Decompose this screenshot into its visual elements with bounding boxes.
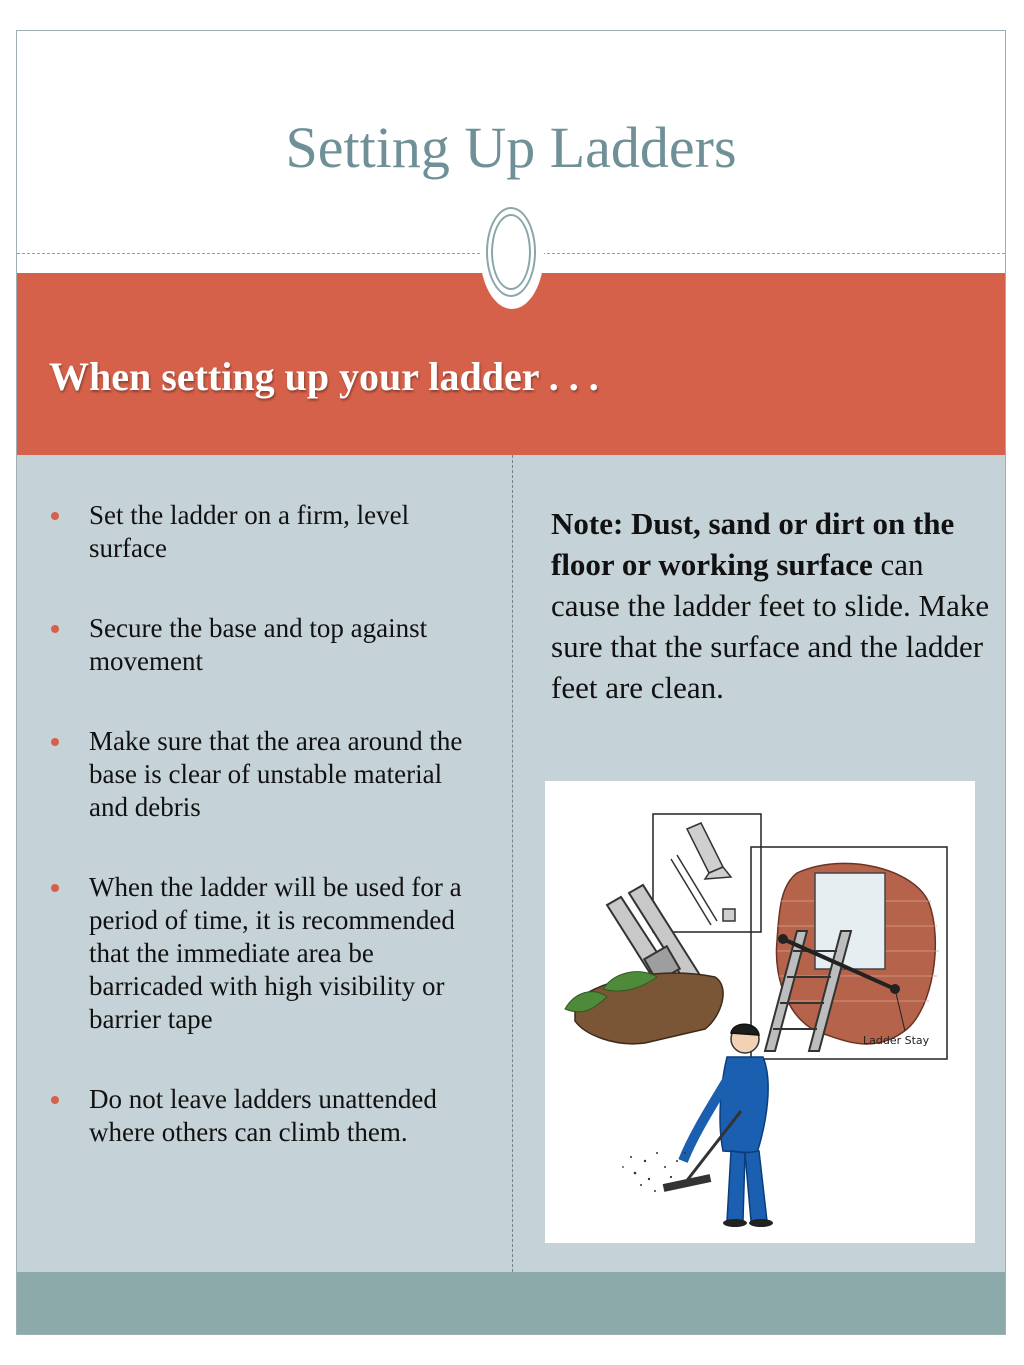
slide-title: Setting Up Ladders: [285, 115, 737, 180]
column-divider: [512, 455, 513, 1272]
oval-ornament: [480, 197, 544, 309]
bullet-item: Make sure that the area around the base is clear of unstable material and debris: [47, 725, 467, 824]
bullet-item: When the ladder will be used for a period of time, it is recommended that the immediate area be barricaded with high visibility or barrier tape: [47, 871, 467, 1036]
bullet-list: [47, 499, 467, 1149]
note-rest: can cause the ladder feet to slide. Make sure that the surface and the ladder feet are clean.: [551, 547, 990, 705]
content-area: [17, 455, 1005, 1272]
bullet-item: Secure the base and top against movement: [47, 612, 467, 678]
note-text: [551, 503, 991, 708]
ladder-stay-label: Ladder Stay: [863, 1034, 930, 1047]
footer-bar: [17, 1272, 1005, 1335]
note-bold: Note: Dust, sand or dirt on the floor or working surface: [551, 506, 955, 582]
slide: [16, 30, 1006, 1335]
ladder-safety-illustration: [545, 781, 975, 1243]
bullet-item: Do not leave ladders unattended where others can climb them.: [47, 1083, 467, 1149]
bullet-item: Set the ladder on a firm, level surface: [47, 499, 467, 565]
subtitle-text: When setting up your ladder . . .: [49, 354, 599, 399]
ladder-illustration: [545, 781, 975, 1243]
